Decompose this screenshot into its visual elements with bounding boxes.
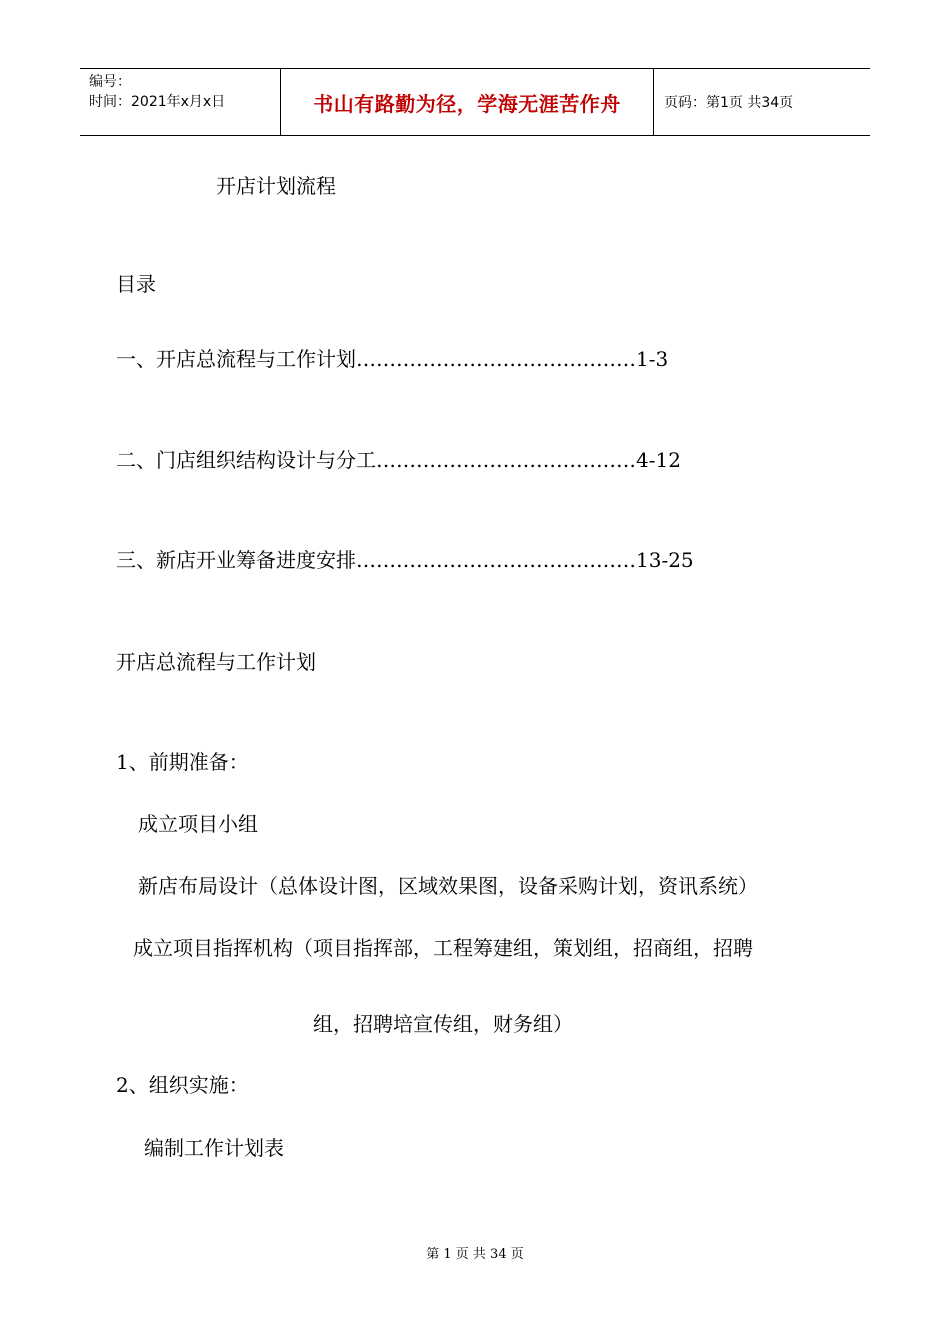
header-motto-cell (281, 69, 654, 135)
step1-item-2: 新店布局设计（总体设计图，区域效果图，设备采购计划，资讯系统） (138, 874, 758, 898)
toc-item-3: 三、新店开业筹备进度安排……………………………………13-25 (116, 548, 694, 572)
header-meta-cell (80, 69, 281, 135)
document-header (80, 68, 870, 136)
document-title: 开店计划流程 (216, 174, 336, 198)
motto-text: 书山有路勤为径，学海无涯苦作舟 (313, 91, 621, 116)
time-label: 时间：2021年x月x日 (89, 94, 226, 110)
header-page-cell (654, 69, 870, 135)
section-title: 开店总流程与工作计划 (116, 650, 316, 674)
step2-item-1: 编制工作计划表 (144, 1136, 284, 1160)
toc-item-2: 二、门店组织结构设计与分工…………………………………4-12 (116, 448, 681, 472)
step2-heading: 2、组织实施： (116, 1073, 249, 1097)
toc-heading: 目录 (116, 272, 156, 296)
toc-item-1: 一、开店总流程与工作计划……………………………………1-3 (116, 347, 669, 371)
number-label: 编号： (89, 74, 131, 90)
page-footer: 第 1 页 共 34 页 (426, 1247, 524, 1262)
step1-item-3: 成立项目指挥机构（项目指挥部，工程筹建组，策划组，招商组，招聘 (133, 936, 753, 960)
step1-item-1: 成立项目小组 (138, 812, 258, 836)
step1-heading: 1、前期准备： (116, 750, 249, 774)
page-label: 页码：第1页 共34页 (664, 95, 794, 111)
step1-item-3-cont: 组，招聘培宣传组，财务组） (313, 1012, 573, 1036)
